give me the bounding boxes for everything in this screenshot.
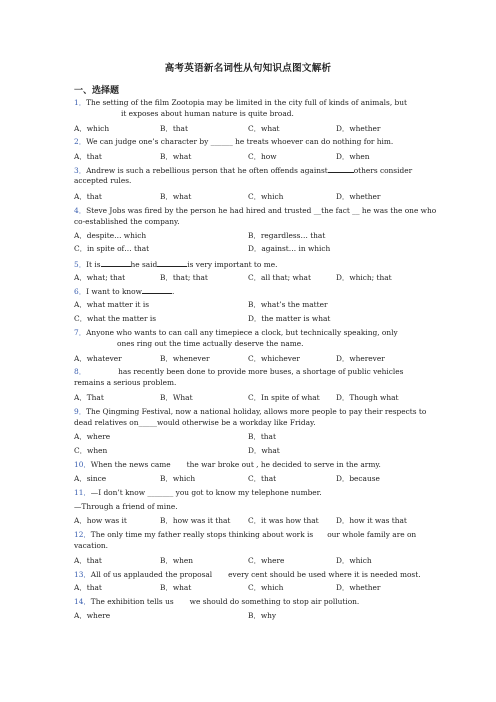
option-d[interactable]: D．what <box>248 446 280 455</box>
option-c[interactable]: C．that <box>248 474 277 483</box>
question-2-stem: 2．We can judge one’s character by ______ he treats whoever can do nothing for him. <box>74 137 394 146</box>
answer-blank <box>101 258 131 267</box>
option-b[interactable]: B．what <box>160 152 192 161</box>
question-3-continuation: accepted rules. <box>74 176 132 185</box>
option-a[interactable]: A．how was it <box>74 516 127 525</box>
option-d[interactable]: D．the matter is what <box>248 314 331 323</box>
question-5-stem: 5．It is he said is very important to me. <box>74 260 278 269</box>
option-a[interactable]: A．that <box>74 556 102 565</box>
question-12-stem: 12．The only time my father really stops thinking about work is our whole family are on <box>74 530 417 539</box>
answer-blank <box>157 258 187 267</box>
option-b[interactable]: B．why <box>248 611 277 620</box>
option-b[interactable]: B．regardless… that <box>248 231 326 240</box>
option-a[interactable]: A．where <box>74 432 111 441</box>
option-a[interactable]: A．That <box>74 393 104 402</box>
question-number: 1． <box>74 98 87 107</box>
question-7-continuation: ones ring out the time actually deserve the name. <box>117 339 304 348</box>
answer-blank <box>142 285 172 294</box>
option-d[interactable]: D．whether <box>336 192 381 201</box>
answer-blank <box>86 366 118 374</box>
document-title: 高考英语新名词性从句知识点图文解析 <box>164 63 332 74</box>
option-d[interactable]: D．Though what <box>336 393 399 402</box>
option-c[interactable]: C．which <box>248 583 284 592</box>
option-d[interactable]: D．against… in which <box>248 244 331 253</box>
question-11-stem: 11．—I don’t know _______ you got to know my telephone number. <box>74 488 322 497</box>
option-b[interactable]: B．what’s the matter <box>248 300 328 309</box>
option-c[interactable]: C．whichever <box>248 354 300 363</box>
section-heading: 一、选择题 <box>74 86 120 96</box>
option-c[interactable]: C．all that; what <box>248 273 311 282</box>
option-c[interactable]: C．In spite of what <box>248 393 320 402</box>
question-4-stem: 4．Steve Jobs was fired by the person he had hired and trusted __the fact __ he was the one who <box>74 206 437 215</box>
option-b[interactable]: B．that; that <box>160 273 208 282</box>
question-4-continuation: co-established the company. <box>74 217 180 226</box>
option-a[interactable]: A．where <box>74 611 111 620</box>
option-a[interactable]: A．that <box>74 152 102 161</box>
option-a[interactable]: A．that <box>74 583 102 592</box>
option-d[interactable]: D．when <box>336 152 370 161</box>
option-a[interactable]: A．which <box>74 124 110 133</box>
option-b[interactable]: B．that <box>248 432 276 441</box>
option-b[interactable]: B．what <box>160 192 192 201</box>
option-c[interactable]: C．where <box>248 556 285 565</box>
option-c[interactable]: C．which <box>248 192 284 201</box>
answer-blank <box>328 164 354 173</box>
question-1-continuation: it exposes about human nature is quite broad. <box>121 109 294 118</box>
question-9-continuation: dead relatives on_____would otherwise be a workday like Friday. <box>74 418 316 427</box>
question-6-stem: 6．I want to know . <box>74 287 175 296</box>
option-d[interactable]: D．which; that <box>336 273 392 282</box>
question-12-continuation: vacation. <box>74 541 109 550</box>
option-c[interactable]: C．what <box>248 124 280 133</box>
option-b[interactable]: B．what <box>160 583 192 592</box>
option-d[interactable]: D．whether <box>336 583 381 592</box>
option-a[interactable]: A．that <box>74 192 102 201</box>
option-b[interactable]: B．that <box>160 124 188 133</box>
question-11-reply: —Through a friend of mine. <box>74 502 178 511</box>
option-a[interactable]: A．what matter it is <box>74 300 149 309</box>
question-14-stem: 14．The exhibition tells us we should do something to stop air pollution. <box>74 597 360 606</box>
question-10-stem: 10．When the news came the war broke out , he decided to serve in the army. <box>74 460 381 469</box>
option-c[interactable]: C．how <box>248 152 277 161</box>
option-c[interactable]: C．what the matter is <box>74 314 157 323</box>
option-d[interactable]: D．how it was that <box>336 516 407 525</box>
option-a[interactable]: A．since <box>74 474 107 483</box>
option-d[interactable]: D．which <box>336 556 372 565</box>
option-d[interactable]: D．whether <box>336 124 381 133</box>
question-1-stem: 1．The setting of the film Zootopia may be limited in the city full of kinds of animals, but <box>74 98 407 107</box>
answer-blank <box>171 459 187 467</box>
option-c[interactable]: C．in spite of… that <box>74 244 150 253</box>
option-c[interactable]: C．when <box>74 446 108 455</box>
option-a[interactable]: A．what; that <box>74 273 126 282</box>
option-c[interactable]: C．it was how that <box>248 516 319 525</box>
option-b[interactable]: B．how was it that <box>160 516 231 525</box>
option-a[interactable]: A．despite… which <box>74 231 147 240</box>
option-b[interactable]: B．when <box>160 556 194 565</box>
option-b[interactable]: B．which <box>160 474 196 483</box>
question-7-stem: 7．Anyone who wants to can call any timepiece a clock, but technically speaking, only <box>74 328 398 337</box>
option-d[interactable]: D．wherever <box>336 354 385 363</box>
question-3-stem: 3．Andrew is such a rebellious person that he often offends against others consider <box>74 166 413 175</box>
answer-blank <box>313 529 327 537</box>
answer-blank <box>174 596 190 604</box>
question-8-stem: 8． has recently been done to provide more buses, a shortage of public vehicles <box>74 367 404 376</box>
question-13-stem: 13．All of us applauded the proposal every cent should be used where it is needed most. <box>74 570 421 579</box>
question-9-stem: 9．The Qingming Festival, now a national holiday, allows more people to pay their respects to <box>74 407 427 416</box>
option-b[interactable]: B．What <box>160 393 193 402</box>
option-d[interactable]: D．because <box>336 474 380 483</box>
option-b[interactable]: B．whenever <box>160 354 210 363</box>
question-8-continuation: remains a serious problem. <box>74 378 177 387</box>
answer-blank <box>212 569 228 577</box>
option-a[interactable]: A．whatever <box>74 354 122 363</box>
